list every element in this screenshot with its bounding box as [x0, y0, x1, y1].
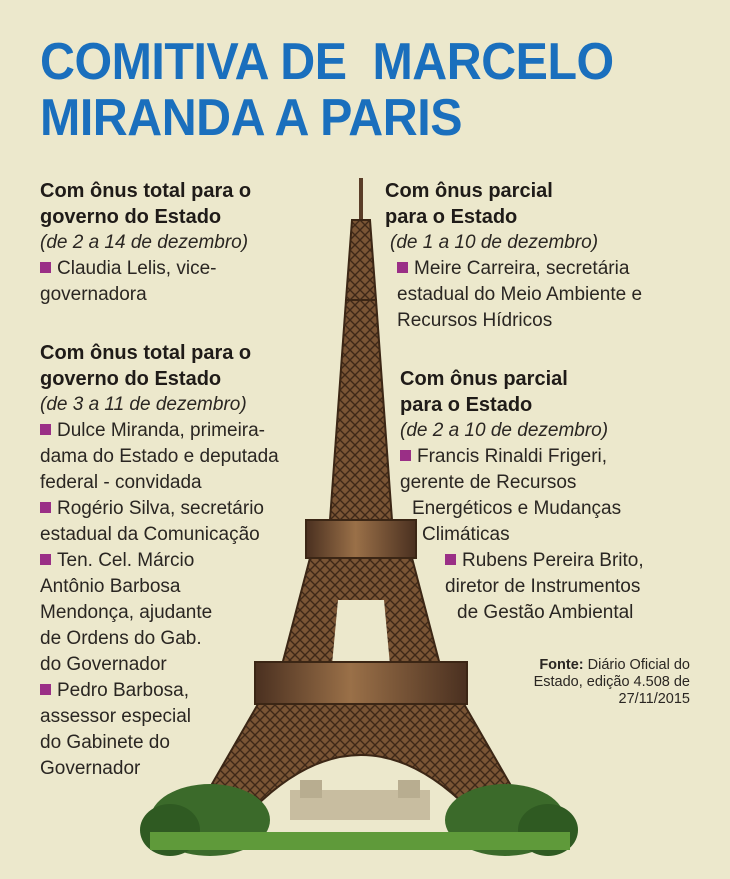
- member-line: assessor especial: [40, 706, 192, 727]
- member-name: Ten. Cel. Márcio: [57, 550, 195, 571]
- source-note: [480, 657, 690, 708]
- member-entry: [400, 548, 644, 626]
- member-name: Francis Rinaldi Frigeri,: [417, 446, 608, 467]
- member-line: [40, 548, 279, 574]
- group-heading: [400, 366, 644, 418]
- bullet-icon: [40, 262, 51, 273]
- member-line: [400, 444, 644, 470]
- member-line: [40, 496, 279, 522]
- source-line: 27/11/2015: [618, 691, 690, 707]
- member-line: de Ordens do Gab.: [40, 628, 202, 649]
- group-period: (de 3 a 11 de dezembro): [40, 394, 247, 415]
- member-line: dama do Estado e deputada: [40, 446, 279, 467]
- group-period: (de 2 a 10 de dezembro): [400, 420, 609, 441]
- bullet-icon: [445, 554, 456, 565]
- member-entry: [40, 256, 251, 308]
- source-text: Diário Oficial do: [583, 657, 690, 673]
- member-line: estadual da Comunicação: [40, 524, 260, 545]
- title-line-2: MIRANDA A PARIS: [40, 89, 462, 147]
- page-title: [40, 34, 654, 146]
- delegation-group-2: [40, 340, 279, 782]
- member-line: do Gabinete do: [40, 732, 170, 753]
- member-line: estadual do Meio Ambiente e: [397, 284, 643, 305]
- member-entry: [40, 496, 279, 548]
- member-line: gerente de Recursos: [400, 472, 577, 493]
- member-line: Recursos Hídricos: [397, 310, 553, 331]
- group-heading: [385, 178, 642, 230]
- bullet-icon: [40, 554, 51, 565]
- group-heading-line: governo do Estado: [40, 206, 222, 228]
- group-heading: [40, 340, 279, 392]
- member-line: [40, 256, 251, 282]
- member-name: Claudia Lelis, vice-: [57, 258, 217, 279]
- delegation-group-1: [40, 178, 251, 308]
- member-entry: [40, 548, 279, 678]
- member-entry: [400, 444, 644, 548]
- member-line: Climáticas: [422, 524, 510, 545]
- bullet-icon: [397, 262, 408, 273]
- bullet-icon: [40, 502, 51, 513]
- member-entry: [385, 256, 642, 334]
- member-line: diretor de Instrumentos: [445, 576, 641, 597]
- group-heading-line: para o Estado: [385, 206, 518, 228]
- group-heading-line: governo do Estado: [40, 368, 222, 390]
- member-name: Meire Carreira, secretária: [414, 258, 630, 279]
- bullet-icon: [400, 450, 411, 461]
- group-period: (de 1 a 10 de dezembro): [390, 232, 599, 253]
- member-line: de Gestão Ambiental: [457, 602, 634, 623]
- member-line: Governador: [40, 758, 141, 779]
- group-heading-line: para o Estado: [400, 394, 533, 416]
- member-line: [397, 256, 642, 282]
- group-heading-line: Com ônus parcial: [400, 368, 568, 390]
- bullet-icon: [40, 424, 51, 435]
- member-name: Dulce Miranda, primeira-: [57, 420, 266, 441]
- member-name: Rogério Silva, secretário: [57, 498, 264, 519]
- delegation-group-3: [385, 178, 642, 334]
- bullet-icon: [40, 684, 51, 695]
- delegation-group-4: [400, 366, 644, 626]
- member-line: Energéticos e Mudanças: [412, 498, 622, 519]
- title-line-1: COMITIVA DE MARCELO: [40, 33, 614, 91]
- source-label: Fonte:: [539, 657, 584, 673]
- member-name: Pedro Barbosa,: [57, 680, 190, 701]
- member-line: do Governador: [40, 654, 167, 675]
- group-period: (de 2 a 14 de dezembro): [40, 232, 249, 253]
- member-name: Rubens Pereira Brito,: [462, 550, 644, 571]
- group-heading-line: Com ônus total para o: [40, 342, 252, 364]
- member-line: [445, 548, 644, 574]
- member-line: Antônio Barbosa: [40, 576, 181, 597]
- member-line: [40, 678, 279, 704]
- source-line: Estado, edição 4.508 de: [533, 674, 690, 690]
- group-heading-line: Com ônus parcial: [385, 180, 553, 202]
- member-line: federal - convidada: [40, 472, 202, 493]
- member-line: governadora: [40, 284, 147, 305]
- member-entry: [40, 418, 279, 496]
- member-line: [40, 418, 279, 444]
- source-line: [480, 657, 690, 674]
- group-heading-line: Com ônus total para o: [40, 180, 252, 202]
- group-heading: [40, 178, 251, 230]
- member-entry: [40, 678, 279, 782]
- member-line: Mendonça, ajudante: [40, 602, 213, 623]
